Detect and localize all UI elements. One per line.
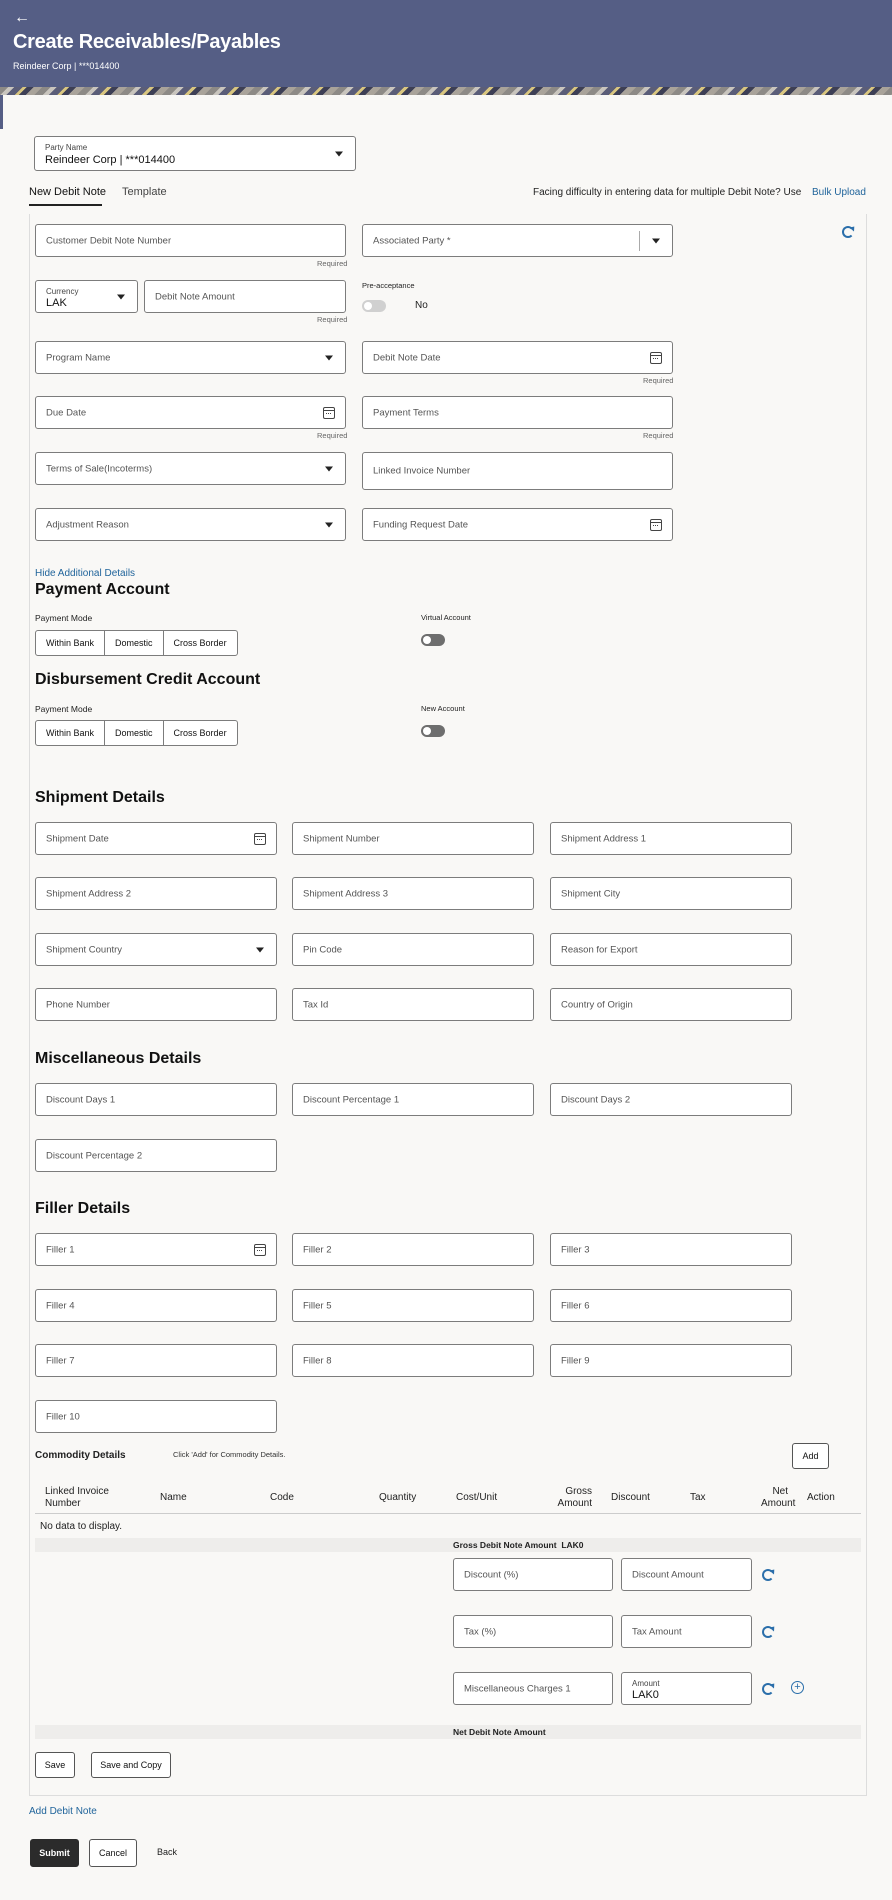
- field-label: Filler 1: [46, 1244, 75, 1255]
- net-amount-label: Net Debit Note Amount: [453, 1727, 546, 1737]
- field-label: Tax Id: [303, 999, 329, 1010]
- calendar-icon[interactable]: [254, 1244, 266, 1256]
- refresh-icon[interactable]: [762, 1626, 774, 1638]
- payment-mode-segmented: [35, 630, 238, 656]
- field-label: Filler 5: [303, 1300, 332, 1311]
- filler-3-input[interactable]: [550, 1233, 792, 1266]
- payment-terms-input[interactable]: [362, 396, 673, 429]
- misc-charges-input[interactable]: [453, 1672, 613, 1705]
- submit-button[interactable]: Submit: [30, 1839, 79, 1867]
- payment-mode-label: Payment Mode: [35, 613, 93, 623]
- field-label: Discount Amount: [632, 1569, 704, 1580]
- side-accent: [0, 95, 3, 129]
- party-name-select[interactable]: [34, 136, 356, 171]
- calendar-icon[interactable]: [650, 352, 662, 364]
- calendar-icon[interactable]: [650, 519, 662, 531]
- debit-note-amount-input[interactable]: [144, 280, 346, 313]
- calendar-icon[interactable]: [254, 833, 266, 845]
- misc-amount-input[interactable]: [621, 1672, 752, 1705]
- reason-for-export-input[interactable]: [550, 933, 792, 966]
- add-debit-note-link[interactable]: Add Debit Note: [29, 1806, 97, 1817]
- cancel-button[interactable]: Cancel: [89, 1839, 137, 1867]
- field-label: Discount Percentage 2: [46, 1150, 143, 1161]
- shipment-address-1-input[interactable]: [550, 822, 792, 855]
- payment-mode-label: Payment Mode: [35, 704, 93, 714]
- filler-9-input[interactable]: [550, 1344, 792, 1377]
- page-header: [0, 0, 892, 95]
- col-gross-amount: Gross Amount: [557, 1486, 592, 1509]
- field-label: Discount Days 1: [46, 1094, 116, 1105]
- chevron-down-icon: [325, 355, 333, 360]
- calendar-icon[interactable]: [323, 407, 335, 419]
- field-label: Discount (%): [464, 1569, 519, 1580]
- bulk-upload-link[interactable]: Bulk Upload: [812, 187, 866, 198]
- tax-percent-input[interactable]: [453, 1615, 613, 1648]
- amount-value: LAK0: [632, 1689, 659, 1701]
- required-hint: Required: [643, 431, 674, 440]
- field-label: Shipment Address 1: [561, 833, 647, 844]
- field-label: Program Name: [46, 352, 111, 363]
- gross-amount-bar: [35, 1538, 861, 1552]
- tab-new-debit-note[interactable]: New Debit Note: [29, 186, 107, 198]
- col-quantity: Quantity: [379, 1492, 417, 1503]
- field-label: Shipment Address 3: [303, 888, 389, 899]
- field-label: Debit Note Amount: [155, 291, 235, 302]
- net-amount-bar: [35, 1725, 861, 1739]
- discount-percent-input[interactable]: [453, 1558, 613, 1591]
- gross-amount-text: Gross Debit Note Amount: [453, 1540, 557, 1550]
- shipment-date-input[interactable]: [35, 822, 277, 855]
- tax-id-input[interactable]: [292, 988, 534, 1021]
- discount-days-2-input[interactable]: [550, 1083, 792, 1116]
- domestic-option[interactable]: Domestic: [105, 721, 164, 745]
- adjustment-reason-select[interactable]: [35, 508, 346, 541]
- field-label: Country of Origin: [561, 999, 633, 1010]
- field-label: Customer Debit Note Number: [46, 235, 172, 246]
- field-label: Filler 4: [46, 1300, 75, 1311]
- filler-4-input[interactable]: [35, 1289, 277, 1322]
- field-label: Filler 6: [561, 1300, 590, 1311]
- amount-label: Amount: [632, 1679, 660, 1688]
- field-label: Miscellaneous Charges 1: [464, 1683, 571, 1694]
- col-action: Action: [807, 1492, 835, 1503]
- page-subtitle: Reindeer Corp | ***014400: [13, 61, 120, 71]
- chevron-down-icon: [256, 947, 264, 952]
- filler-7-input[interactable]: [35, 1344, 277, 1377]
- field-label: Payment Terms: [373, 407, 439, 418]
- chevron-down-icon: [325, 522, 333, 527]
- shipment-number-input[interactable]: [292, 822, 534, 855]
- virtual-account-toggle[interactable]: [421, 634, 445, 646]
- field-label: Filler 2: [303, 1244, 332, 1255]
- discount-amount-input[interactable]: [621, 1558, 752, 1591]
- filler-1-input[interactable]: [35, 1233, 277, 1266]
- filler-5-input[interactable]: [292, 1289, 534, 1322]
- table-divider: [35, 1513, 861, 1514]
- field-label: Tax Amount: [632, 1626, 682, 1637]
- terms-of-sale-select[interactable]: [35, 452, 346, 485]
- field-label: Reason for Export: [561, 944, 638, 955]
- new-account-toggle[interactable]: [421, 725, 445, 737]
- field-label: Discount Percentage 1: [303, 1094, 400, 1105]
- program-name-select[interactable]: [35, 341, 346, 374]
- payment-account-title: Payment Account: [35, 581, 170, 598]
- gross-amount-value: LAK0: [561, 1540, 584, 1550]
- empty-table-message: No data to display.: [40, 1521, 123, 1532]
- required-hint: Required: [643, 376, 674, 385]
- field-label: Adjustment Reason: [46, 519, 129, 530]
- cross-border-option[interactable]: Cross Border: [173, 728, 227, 738]
- field-label: Linked Invoice Number: [373, 465, 471, 477]
- col-tax: Tax: [690, 1492, 706, 1503]
- country-of-origin-input[interactable]: [550, 988, 792, 1021]
- due-date-input[interactable]: [35, 396, 346, 429]
- within-bank-option[interactable]: Within Bank: [36, 631, 105, 655]
- within-bank-option[interactable]: Within Bank: [36, 721, 105, 745]
- currency-select[interactable]: [35, 280, 138, 313]
- currency-value: LAK: [46, 297, 67, 309]
- active-tab-underline: [29, 204, 102, 206]
- filler-8-input[interactable]: [292, 1344, 534, 1377]
- hide-additional-details-link[interactable]: Hide Additional Details: [35, 568, 136, 579]
- currency-label: Currency: [46, 287, 79, 296]
- col-name: Name: [160, 1492, 187, 1503]
- chevron-down-icon: [325, 466, 333, 471]
- col-linked-invoice-number: Linked Invoice Number: [45, 1486, 109, 1509]
- shipment-country-select[interactable]: [35, 933, 277, 966]
- page-title: Create Receivables/Payables: [13, 31, 281, 53]
- debit-note-date-input[interactable]: [362, 341, 673, 374]
- field-label: Debit Note Date: [373, 352, 441, 363]
- party-name-label: Party Name: [45, 143, 88, 152]
- linked-invoice-number-input[interactable]: [362, 452, 673, 490]
- gross-amount-label: [453, 1540, 584, 1550]
- required-hint: Required: [317, 315, 348, 324]
- refresh-icon[interactable]: [762, 1569, 774, 1581]
- field-label: Filler 3: [561, 1244, 590, 1255]
- field-label: Associated Party *: [373, 235, 451, 246]
- filler-2-input[interactable]: [292, 1233, 534, 1266]
- field-label: Filler 9: [561, 1355, 590, 1366]
- shipment-title: Shipment Details: [35, 789, 165, 806]
- field-label: Funding Request Date: [373, 519, 469, 530]
- cross-border-option[interactable]: Cross Border: [173, 638, 227, 648]
- filler-10-input[interactable]: [35, 1400, 277, 1433]
- refresh-icon[interactable]: [762, 1683, 774, 1695]
- save-and-copy-button[interactable]: Save and Copy: [91, 1752, 171, 1778]
- pre-acceptance-label: Pre-acceptance: [362, 281, 415, 290]
- commodity-hint: Click 'Add' for Commodity Details.: [173, 1450, 286, 1459]
- party-name-value: Reindeer Corp | ***014400: [45, 154, 176, 166]
- funding-request-date-input[interactable]: [362, 508, 673, 541]
- field-label: Filler 7: [46, 1355, 75, 1366]
- pre-acceptance-value: No: [415, 300, 428, 311]
- field-label: Shipment Address 2: [46, 888, 132, 899]
- back-button[interactable]: Back: [157, 1847, 178, 1857]
- shipment-address-2-input[interactable]: [35, 877, 277, 910]
- field-label: Tax (%): [464, 1626, 497, 1637]
- field-label: Discount Days 2: [561, 1094, 631, 1105]
- commodity-title: Commodity Details: [35, 1450, 126, 1461]
- customer-debit-note-number-input[interactable]: [35, 224, 346, 257]
- chevron-down-icon: [652, 238, 660, 243]
- required-hint: Required: [317, 259, 348, 268]
- back-arrow-icon[interactable]: ←: [14, 9, 30, 26]
- domestic-option[interactable]: Domestic: [105, 631, 164, 655]
- field-label: Due Date: [46, 407, 87, 418]
- add-charge-icon[interactable]: +: [791, 1681, 804, 1694]
- field-label: Shipment Country: [46, 944, 123, 955]
- header-pattern: [0, 87, 892, 95]
- discount-percentage-2-input[interactable]: [35, 1139, 277, 1172]
- col-net-amount: Net Amount: [761, 1486, 796, 1509]
- field-label: Pin Code: [303, 944, 343, 955]
- new-account-label: New Account: [421, 704, 465, 713]
- refresh-icon[interactable]: [842, 226, 854, 238]
- field-label: Terms of Sale(Incoterms): [46, 463, 153, 474]
- shipment-city-input[interactable]: [550, 877, 792, 910]
- filler-6-input[interactable]: [550, 1289, 792, 1322]
- tax-amount-input[interactable]: [621, 1615, 752, 1648]
- tab-template[interactable]: Template: [122, 186, 167, 198]
- shipment-address-3-input[interactable]: [292, 877, 534, 910]
- pin-code-input[interactable]: [292, 933, 534, 966]
- field-label: Shipment Number: [303, 833, 380, 844]
- add-commodity-button[interactable]: Add: [792, 1443, 829, 1469]
- misc-title: Miscellaneous Details: [35, 1050, 202, 1067]
- field-label: Shipment City: [561, 888, 621, 899]
- phone-number-input[interactable]: [35, 988, 277, 1021]
- discount-days-1-input[interactable]: [35, 1083, 277, 1116]
- chevron-down-icon: [117, 294, 125, 299]
- field-label: Filler 8: [303, 1355, 332, 1366]
- field-label: Shipment Date: [46, 833, 109, 844]
- filler-title: Filler Details: [35, 1200, 131, 1217]
- save-button[interactable]: Save: [35, 1752, 75, 1778]
- discount-percentage-1-input[interactable]: [292, 1083, 534, 1116]
- pre-acceptance-toggle[interactable]: [362, 300, 386, 312]
- disbursement-title: Disbursement Credit Account: [35, 671, 261, 688]
- field-label: Filler 10: [46, 1411, 80, 1422]
- field-label: Phone Number: [46, 999, 110, 1010]
- associated-party-select[interactable]: [362, 224, 673, 257]
- bulk-upload-text: Facing difficulty in entering data for multiple Debit Note? Use: [533, 187, 802, 198]
- virtual-account-label: Virtual Account: [421, 613, 471, 622]
- col-code: Code: [270, 1492, 294, 1503]
- col-discount: Discount: [611, 1492, 650, 1503]
- col-cost-unit: Cost/Unit: [456, 1492, 498, 1503]
- chevron-down-icon: [335, 151, 343, 156]
- divider: [639, 231, 640, 251]
- disbursement-mode-segmented: [35, 720, 238, 746]
- required-hint: Required: [317, 431, 348, 440]
